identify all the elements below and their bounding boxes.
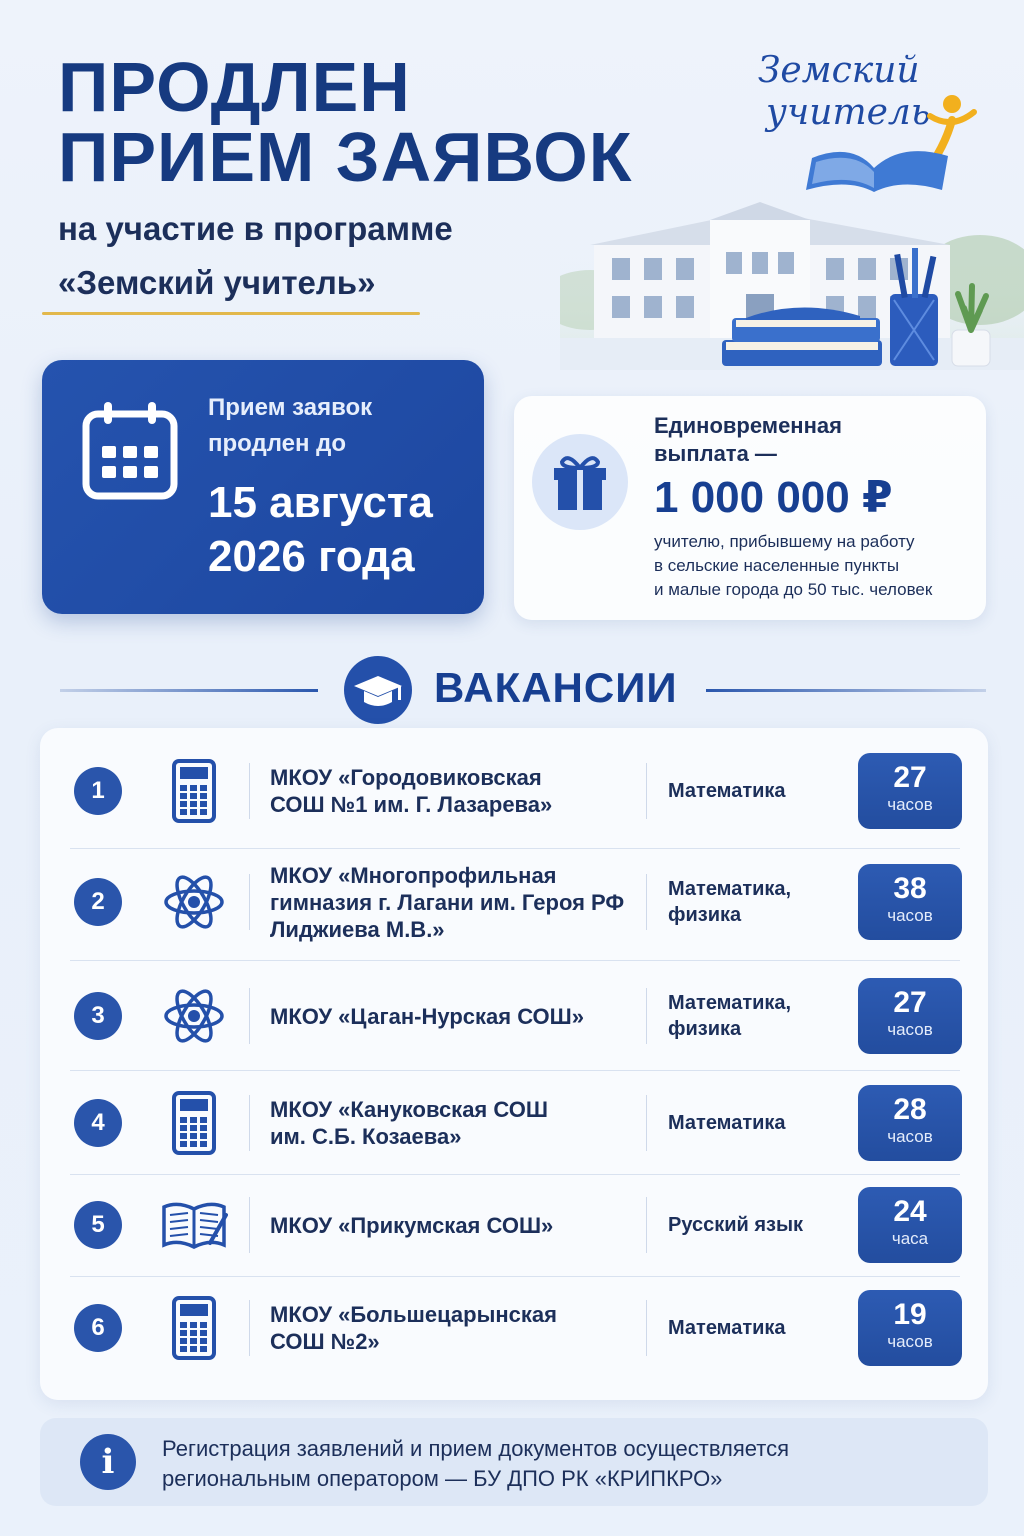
deadline-date [208,476,433,584]
calculator-icon [160,1089,228,1157]
column-divider [249,874,250,930]
column-divider [646,1095,647,1151]
row-divider [70,848,960,849]
deadline-label-line-1: Прием заявок [208,394,373,421]
deadline-card [42,360,484,614]
hours-badge [858,753,962,829]
school-name-line: гимназия г. Лагани им. Героя РФ [270,889,625,915]
hours-badge [858,978,962,1054]
vacancies-list [40,728,988,1400]
zemsky-uchitel-logo [752,50,982,200]
vacancies-divider-right [706,689,986,692]
payment-title-line-1: Единовременная [654,413,842,438]
subject-line: Математика [668,1112,786,1134]
gift-icon-background [532,434,628,530]
column-divider [646,763,647,819]
school-building-icon [560,190,1024,370]
info-icon: i [80,1434,136,1490]
footer-text-line-1: Регистрация заявлений и прием документов осуществляется [162,1436,790,1461]
column-divider [249,1300,250,1356]
calendar-icon [82,400,178,500]
hours-number: 27 [893,761,927,794]
school-name-line: МКОУ «Цаган-Нурская СОШ» [270,1003,584,1029]
hours-unit: часов [887,1332,933,1351]
hours-number: 19 [893,1298,927,1331]
footer-text-line-2: региональным оператором — БУ ДПО РК «КРИПКРО» [162,1466,723,1491]
subject-line: Математика, [668,878,792,900]
deadline-date-line-1: 15 августа [208,478,433,527]
hours-badge [858,1085,962,1161]
row-divider [70,1174,960,1175]
payment-card [514,396,986,620]
column-divider [646,874,647,930]
school-illustration [560,190,1024,370]
subject-line: физика [668,904,742,926]
payment-desc-line-3: и малые города до 50 тыс. человек [654,580,933,599]
row-divider [70,1276,960,1277]
hours-unit: часов [887,906,933,925]
subject-line: Русский язык [668,1214,804,1236]
subtitle-line-1: на участие в программе [58,210,453,247]
school-name [270,1301,640,1355]
subject [668,778,848,804]
vacancy-number: 1 [74,767,122,815]
school-name-line: Лиджиева М.В.» [270,916,445,942]
school-name [270,1096,640,1150]
atom-icon [160,868,228,936]
logo-text-line-2: учитель [766,92,931,133]
subject-line: Математика [668,780,786,802]
subject-line: Математика [668,1317,786,1339]
school-name [270,1003,640,1030]
hours-unit: часов [887,1020,933,1039]
school-name [270,764,640,818]
school-name [270,1212,640,1239]
school-name-line: им. С.Б. Козаева» [270,1124,462,1149]
gift-icon [532,434,628,530]
column-divider [249,988,250,1044]
column-divider [646,988,647,1044]
graduation-cap-badge [344,656,412,724]
school-name-line: МКОУ «Многопрофильная [270,862,557,888]
school-name-line: МКОУ «Прикумская СОШ» [270,1212,554,1238]
column-divider [249,763,250,819]
column-divider [249,1095,250,1151]
payment-desc-line-2: в сельские населенные пункты [654,556,900,575]
school-name-line: МКОУ «Городовиковская [270,765,542,790]
column-divider [646,1300,647,1356]
row-divider [70,1070,960,1071]
info-footer [40,1418,988,1506]
subject [668,1315,848,1341]
calculator-icon [160,1294,228,1362]
school-name [270,862,640,943]
vacancy-number: 2 [74,878,122,926]
graduation-cap-icon [344,656,412,724]
school-name-line: СОШ №2» [270,1329,380,1354]
payment-title-line-2: выплата — [654,441,777,466]
subject [668,1212,848,1238]
footer-text [162,1434,789,1494]
subject [668,1110,848,1136]
title-underline [42,312,420,315]
vacancy-number: 6 [74,1304,122,1352]
hours-number: 38 [893,872,927,905]
hours-unit: часов [887,795,933,814]
school-name-line: МКОУ «Большецарынская [270,1302,557,1327]
hours-unit: часов [887,1127,933,1146]
payment-description [654,530,932,602]
vacancies-divider-left [60,689,318,692]
logo-book-person-icon [752,50,982,200]
payment-title [654,412,842,468]
calculator-icon [160,757,228,825]
subject-line: физика [668,1018,742,1040]
vacancy-number: 4 [74,1099,122,1147]
vacancy-number: 3 [74,992,122,1040]
deadline-label-line-2: продлен до [208,430,347,457]
hours-number: 24 [893,1195,927,1228]
subject [668,876,848,928]
hours-number: 28 [893,1093,927,1126]
school-name-line: МКОУ «Кануковская СОШ [270,1097,548,1122]
main-title-line-2: ПРИЕМ ЗАЯВОК [58,118,633,196]
subject [668,990,848,1042]
payment-amount: 1 000 000 ₽ [654,473,893,522]
row-divider [70,960,960,961]
deadline-date-line-2: 2026 года [208,532,415,581]
payment-desc-line-1: учителю, прибывшему на работу [654,532,915,551]
main-title-line-1: ПРОДЛЕН [58,48,411,126]
open-book-icon [160,1191,228,1259]
school-name-line: СОШ №1 им. Г. Лазарева» [270,792,553,817]
subtitle-line-2: «Земский учитель» [58,264,376,301]
hours-badge [858,1187,962,1263]
hours-number: 27 [893,986,927,1019]
column-divider [646,1197,647,1253]
vacancies-title: ВАКАНСИИ [434,664,678,711]
column-divider [249,1197,250,1253]
deadline-label [208,390,372,462]
logo-text-line-1: Земский [758,50,920,91]
atom-icon [160,982,228,1050]
vacancy-number: 5 [74,1201,122,1249]
hours-badge [858,1290,962,1366]
subject-line: Математика, [668,992,792,1014]
hours-badge [858,864,962,940]
hours-unit: часа [891,1229,929,1248]
